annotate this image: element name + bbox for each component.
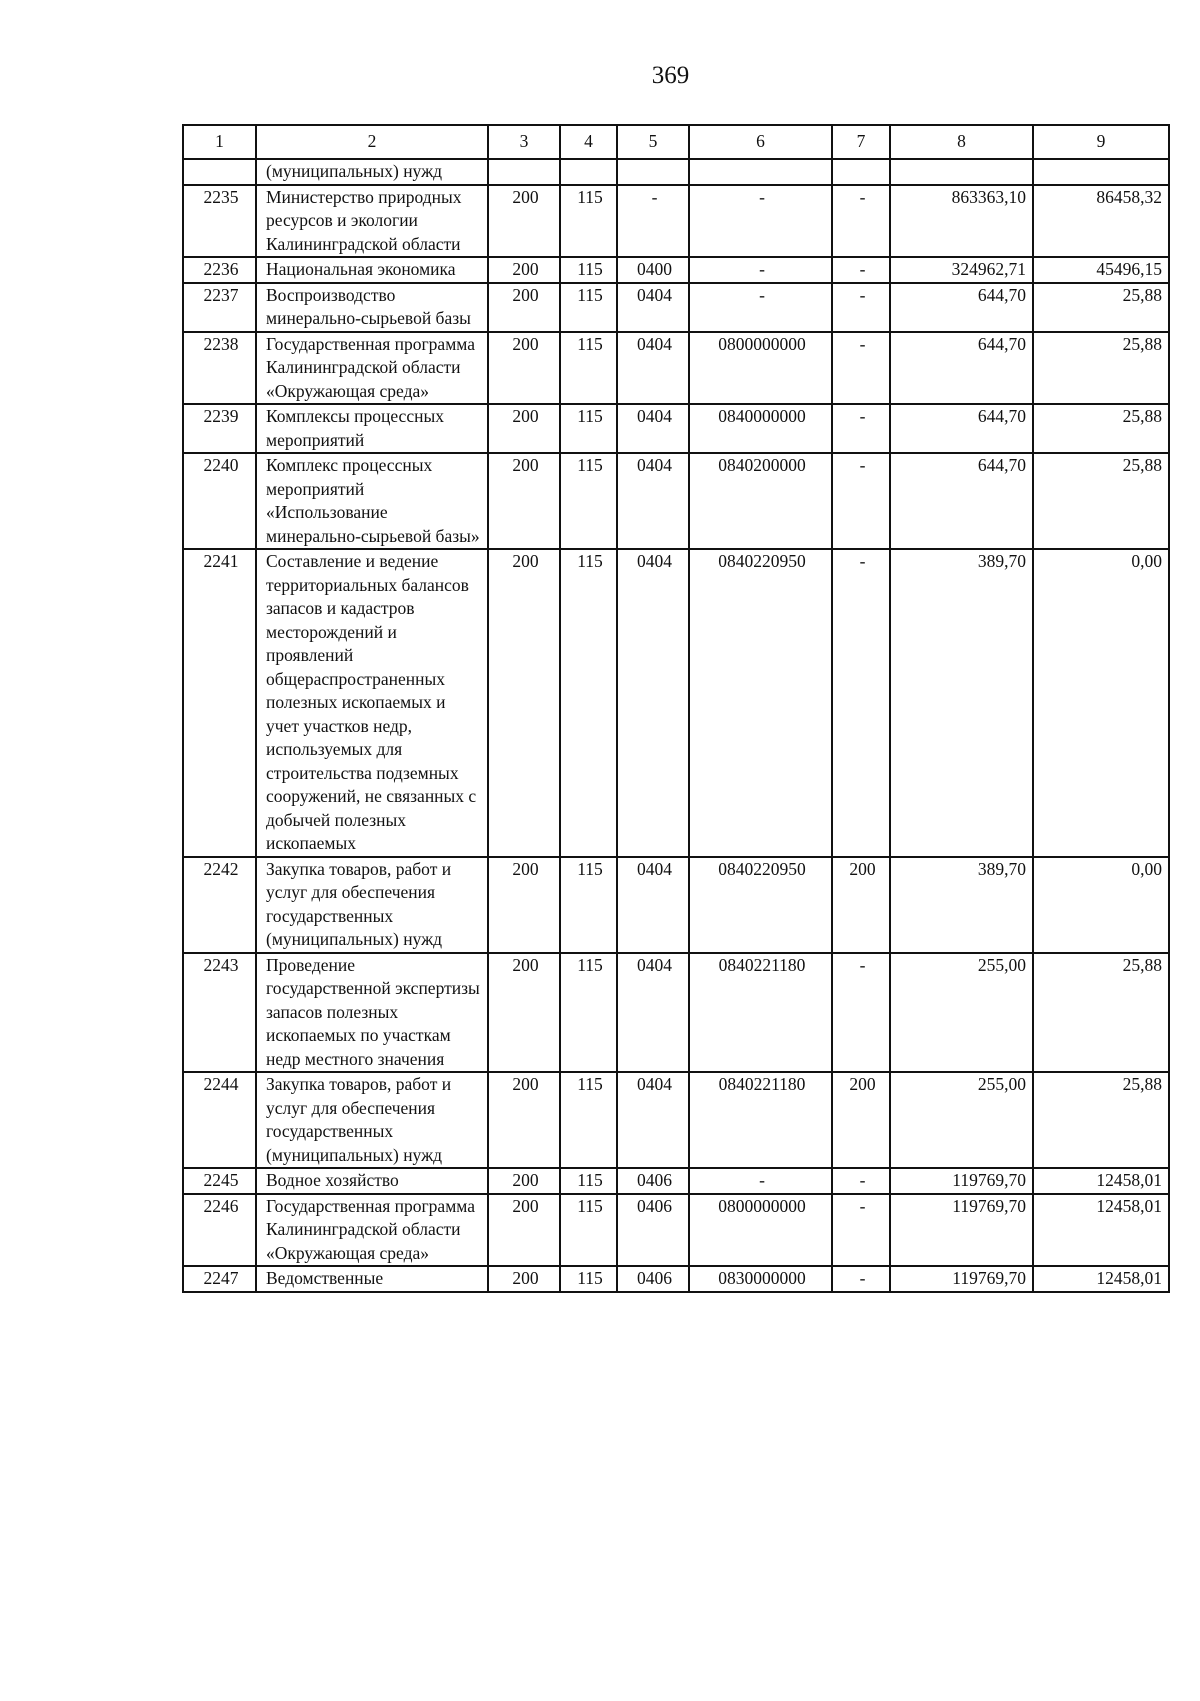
- target-code: 0830000000: [689, 1266, 832, 1292]
- amount-col-9: 12458,01: [1033, 1168, 1169, 1194]
- col-3-code: 200: [488, 257, 560, 283]
- amount-col-8: 389,70: [890, 857, 1033, 953]
- amount-col-9: [1033, 159, 1169, 185]
- table-row: [183, 857, 1169, 953]
- expense-type-code: -: [832, 404, 890, 453]
- col-4-code: 115: [560, 1194, 617, 1267]
- row-name: Государственная программа Калининградской области «Окружающая среда»: [256, 1194, 488, 1267]
- col-3-code: 200: [488, 332, 560, 405]
- row-number: [183, 159, 256, 185]
- section-code: 0404: [617, 283, 689, 332]
- section-code: 0404: [617, 857, 689, 953]
- col-4-code: 115: [560, 1072, 617, 1168]
- section-code: 0404: [617, 1072, 689, 1168]
- expense-type-code: 200: [832, 857, 890, 953]
- row-number: 2239: [183, 404, 256, 453]
- header-cell: 3: [488, 125, 560, 159]
- row-name: Воспроизводство минерально-сырьевой базы: [256, 283, 488, 332]
- expense-type-code: -: [832, 453, 890, 549]
- col-3-code: 200: [488, 185, 560, 258]
- col-3-code: 200: [488, 1194, 560, 1267]
- row-number: 2237: [183, 283, 256, 332]
- header-cell: 5: [617, 125, 689, 159]
- table-row: [183, 1194, 1169, 1267]
- expense-type-code: -: [832, 257, 890, 283]
- row-number: 2244: [183, 1072, 256, 1168]
- header-cell: 8: [890, 125, 1033, 159]
- target-code: 0800000000: [689, 332, 832, 405]
- header-cell: 2: [256, 125, 488, 159]
- expense-type-code: -: [832, 953, 890, 1073]
- target-code: 0840221180: [689, 953, 832, 1073]
- amount-col-9: 0,00: [1033, 857, 1169, 953]
- amount-col-8: 644,70: [890, 453, 1033, 549]
- section-code: 0404: [617, 453, 689, 549]
- col-3-code: 200: [488, 1266, 560, 1292]
- amount-col-8: [890, 159, 1033, 185]
- section-code: 0406: [617, 1168, 689, 1194]
- amount-col-9: 12458,01: [1033, 1266, 1169, 1292]
- target-code: -: [689, 185, 832, 258]
- amount-col-9: 12458,01: [1033, 1194, 1169, 1267]
- col-4-code: 115: [560, 953, 617, 1073]
- amount-col-9: 25,88: [1033, 283, 1169, 332]
- amount-col-9: 25,88: [1033, 1072, 1169, 1168]
- table-row: [183, 549, 1169, 857]
- row-number: 2241: [183, 549, 256, 857]
- target-code: -: [689, 283, 832, 332]
- expense-type-code: -: [832, 1168, 890, 1194]
- col-3-code: 200: [488, 953, 560, 1073]
- row-name: Закупка товаров, работ и услуг для обеспечения государственных (муниципальных) нужд: [256, 1072, 488, 1168]
- amount-col-8: 255,00: [890, 953, 1033, 1073]
- col-4-code: 115: [560, 332, 617, 405]
- target-code: 0840221180: [689, 1072, 832, 1168]
- budget-table: [182, 124, 1170, 1293]
- row-name: Национальная экономика: [256, 257, 488, 283]
- amount-col-8: 324962,71: [890, 257, 1033, 283]
- row-name: Министерство природных ресурсов и экологии Калининградской области: [256, 185, 488, 258]
- col-3-code: 200: [488, 453, 560, 549]
- row-number: 2240: [183, 453, 256, 549]
- amount-col-8: 644,70: [890, 404, 1033, 453]
- target-code: 0840000000: [689, 404, 832, 453]
- expense-type-code: -: [832, 1266, 890, 1292]
- row-number: 2246: [183, 1194, 256, 1267]
- amount-col-8: 863363,10: [890, 185, 1033, 258]
- table-row: [183, 1266, 1169, 1292]
- table-row: [183, 159, 1169, 185]
- row-name: Проведение государственной экспертизы запасов полезных ископаемых по участкам недр местного значения: [256, 953, 488, 1073]
- amount-col-9: 86458,32: [1033, 185, 1169, 258]
- col-3-code: 200: [488, 549, 560, 857]
- table-row: [183, 1072, 1169, 1168]
- expense-type-code: -: [832, 283, 890, 332]
- header-cell: 1: [183, 125, 256, 159]
- section-code: 0404: [617, 953, 689, 1073]
- col-4-code: 115: [560, 1266, 617, 1292]
- amount-col-8: 255,00: [890, 1072, 1033, 1168]
- col-4-code: [560, 159, 617, 185]
- table-row: [183, 283, 1169, 332]
- col-3-code: 200: [488, 1168, 560, 1194]
- target-code: 0840200000: [689, 453, 832, 549]
- amount-col-8: 644,70: [890, 332, 1033, 405]
- col-4-code: 115: [560, 257, 617, 283]
- row-number: 2242: [183, 857, 256, 953]
- row-number: 2245: [183, 1168, 256, 1194]
- header-cell: 4: [560, 125, 617, 159]
- header-cell: 6: [689, 125, 832, 159]
- expense-type-code: -: [832, 332, 890, 405]
- row-name: Комплекс процессных мероприятий «Использование минерально-сырьевой базы»: [256, 453, 488, 549]
- amount-col-9: 25,88: [1033, 453, 1169, 549]
- amount-col-9: 0,00: [1033, 549, 1169, 857]
- row-name: Комплексы процессных мероприятий: [256, 404, 488, 453]
- expense-type-code: -: [832, 549, 890, 857]
- table-row: [183, 257, 1169, 283]
- table-row: [183, 332, 1169, 405]
- target-code: 0800000000: [689, 1194, 832, 1267]
- expense-type-code: -: [832, 1194, 890, 1267]
- col-4-code: 115: [560, 857, 617, 953]
- row-name: Составление и ведение территориальных балансов запасов и кадастров месторождений и проявлений общераспространенных полезных ископаемых и учет участков недр, используемых для строительства подземных сооружений, не связанных с добычей полезных ископаемых: [256, 549, 488, 857]
- section-code: 0404: [617, 549, 689, 857]
- col-3-code: [488, 159, 560, 185]
- col-4-code: 115: [560, 1168, 617, 1194]
- section-code: 0406: [617, 1266, 689, 1292]
- amount-col-9: 25,88: [1033, 953, 1169, 1073]
- col-4-code: 115: [560, 185, 617, 258]
- target-code: 0840220950: [689, 857, 832, 953]
- row-name: Водное хозяйство: [256, 1168, 488, 1194]
- row-number: 2243: [183, 953, 256, 1073]
- section-code: -: [617, 185, 689, 258]
- expense-type-code: 200: [832, 1072, 890, 1168]
- expense-type-code: -: [832, 185, 890, 258]
- header-cell: 9: [1033, 125, 1169, 159]
- row-number: 2236: [183, 257, 256, 283]
- row-name: Закупка товаров, работ и услуг для обеспечения государственных (муниципальных) нужд: [256, 857, 488, 953]
- header-row: [183, 125, 1169, 159]
- amount-col-8: 389,70: [890, 549, 1033, 857]
- section-code: 0404: [617, 404, 689, 453]
- target-code: -: [689, 1168, 832, 1194]
- table-row: [183, 953, 1169, 1073]
- col-4-code: 115: [560, 404, 617, 453]
- row-number: 2235: [183, 185, 256, 258]
- table-row: [183, 453, 1169, 549]
- table-row: [183, 185, 1169, 258]
- col-3-code: 200: [488, 283, 560, 332]
- col-3-code: 200: [488, 857, 560, 953]
- row-number: 2247: [183, 1266, 256, 1292]
- target-code: -: [689, 257, 832, 283]
- row-number: 2238: [183, 332, 256, 405]
- amount-col-8: 644,70: [890, 283, 1033, 332]
- table-row: [183, 404, 1169, 453]
- amount-col-8: 119769,70: [890, 1168, 1033, 1194]
- table-row: [183, 1168, 1169, 1194]
- col-4-code: 115: [560, 283, 617, 332]
- row-name: (муниципальных) нужд: [256, 159, 488, 185]
- target-code: [689, 159, 832, 185]
- col-3-code: 200: [488, 1072, 560, 1168]
- row-name: Ведомственные: [256, 1266, 488, 1292]
- row-name: Государственная программа Калининградской области «Окружающая среда»: [256, 332, 488, 405]
- section-code: 0404: [617, 332, 689, 405]
- amount-col-9: 25,88: [1033, 404, 1169, 453]
- section-code: [617, 159, 689, 185]
- section-code: 0400: [617, 257, 689, 283]
- col-3-code: 200: [488, 404, 560, 453]
- col-4-code: 115: [560, 453, 617, 549]
- amount-col-8: 119769,70: [890, 1194, 1033, 1267]
- amount-col-9: 25,88: [1033, 332, 1169, 405]
- col-4-code: 115: [560, 549, 617, 857]
- header-cell: 7: [832, 125, 890, 159]
- expense-type-code: [832, 159, 890, 185]
- page-number: 369: [651, 62, 690, 89]
- section-code: 0406: [617, 1194, 689, 1267]
- amount-col-9: 45496,15: [1033, 257, 1169, 283]
- target-code: 0840220950: [689, 549, 832, 857]
- amount-col-8: 119769,70: [890, 1266, 1033, 1292]
